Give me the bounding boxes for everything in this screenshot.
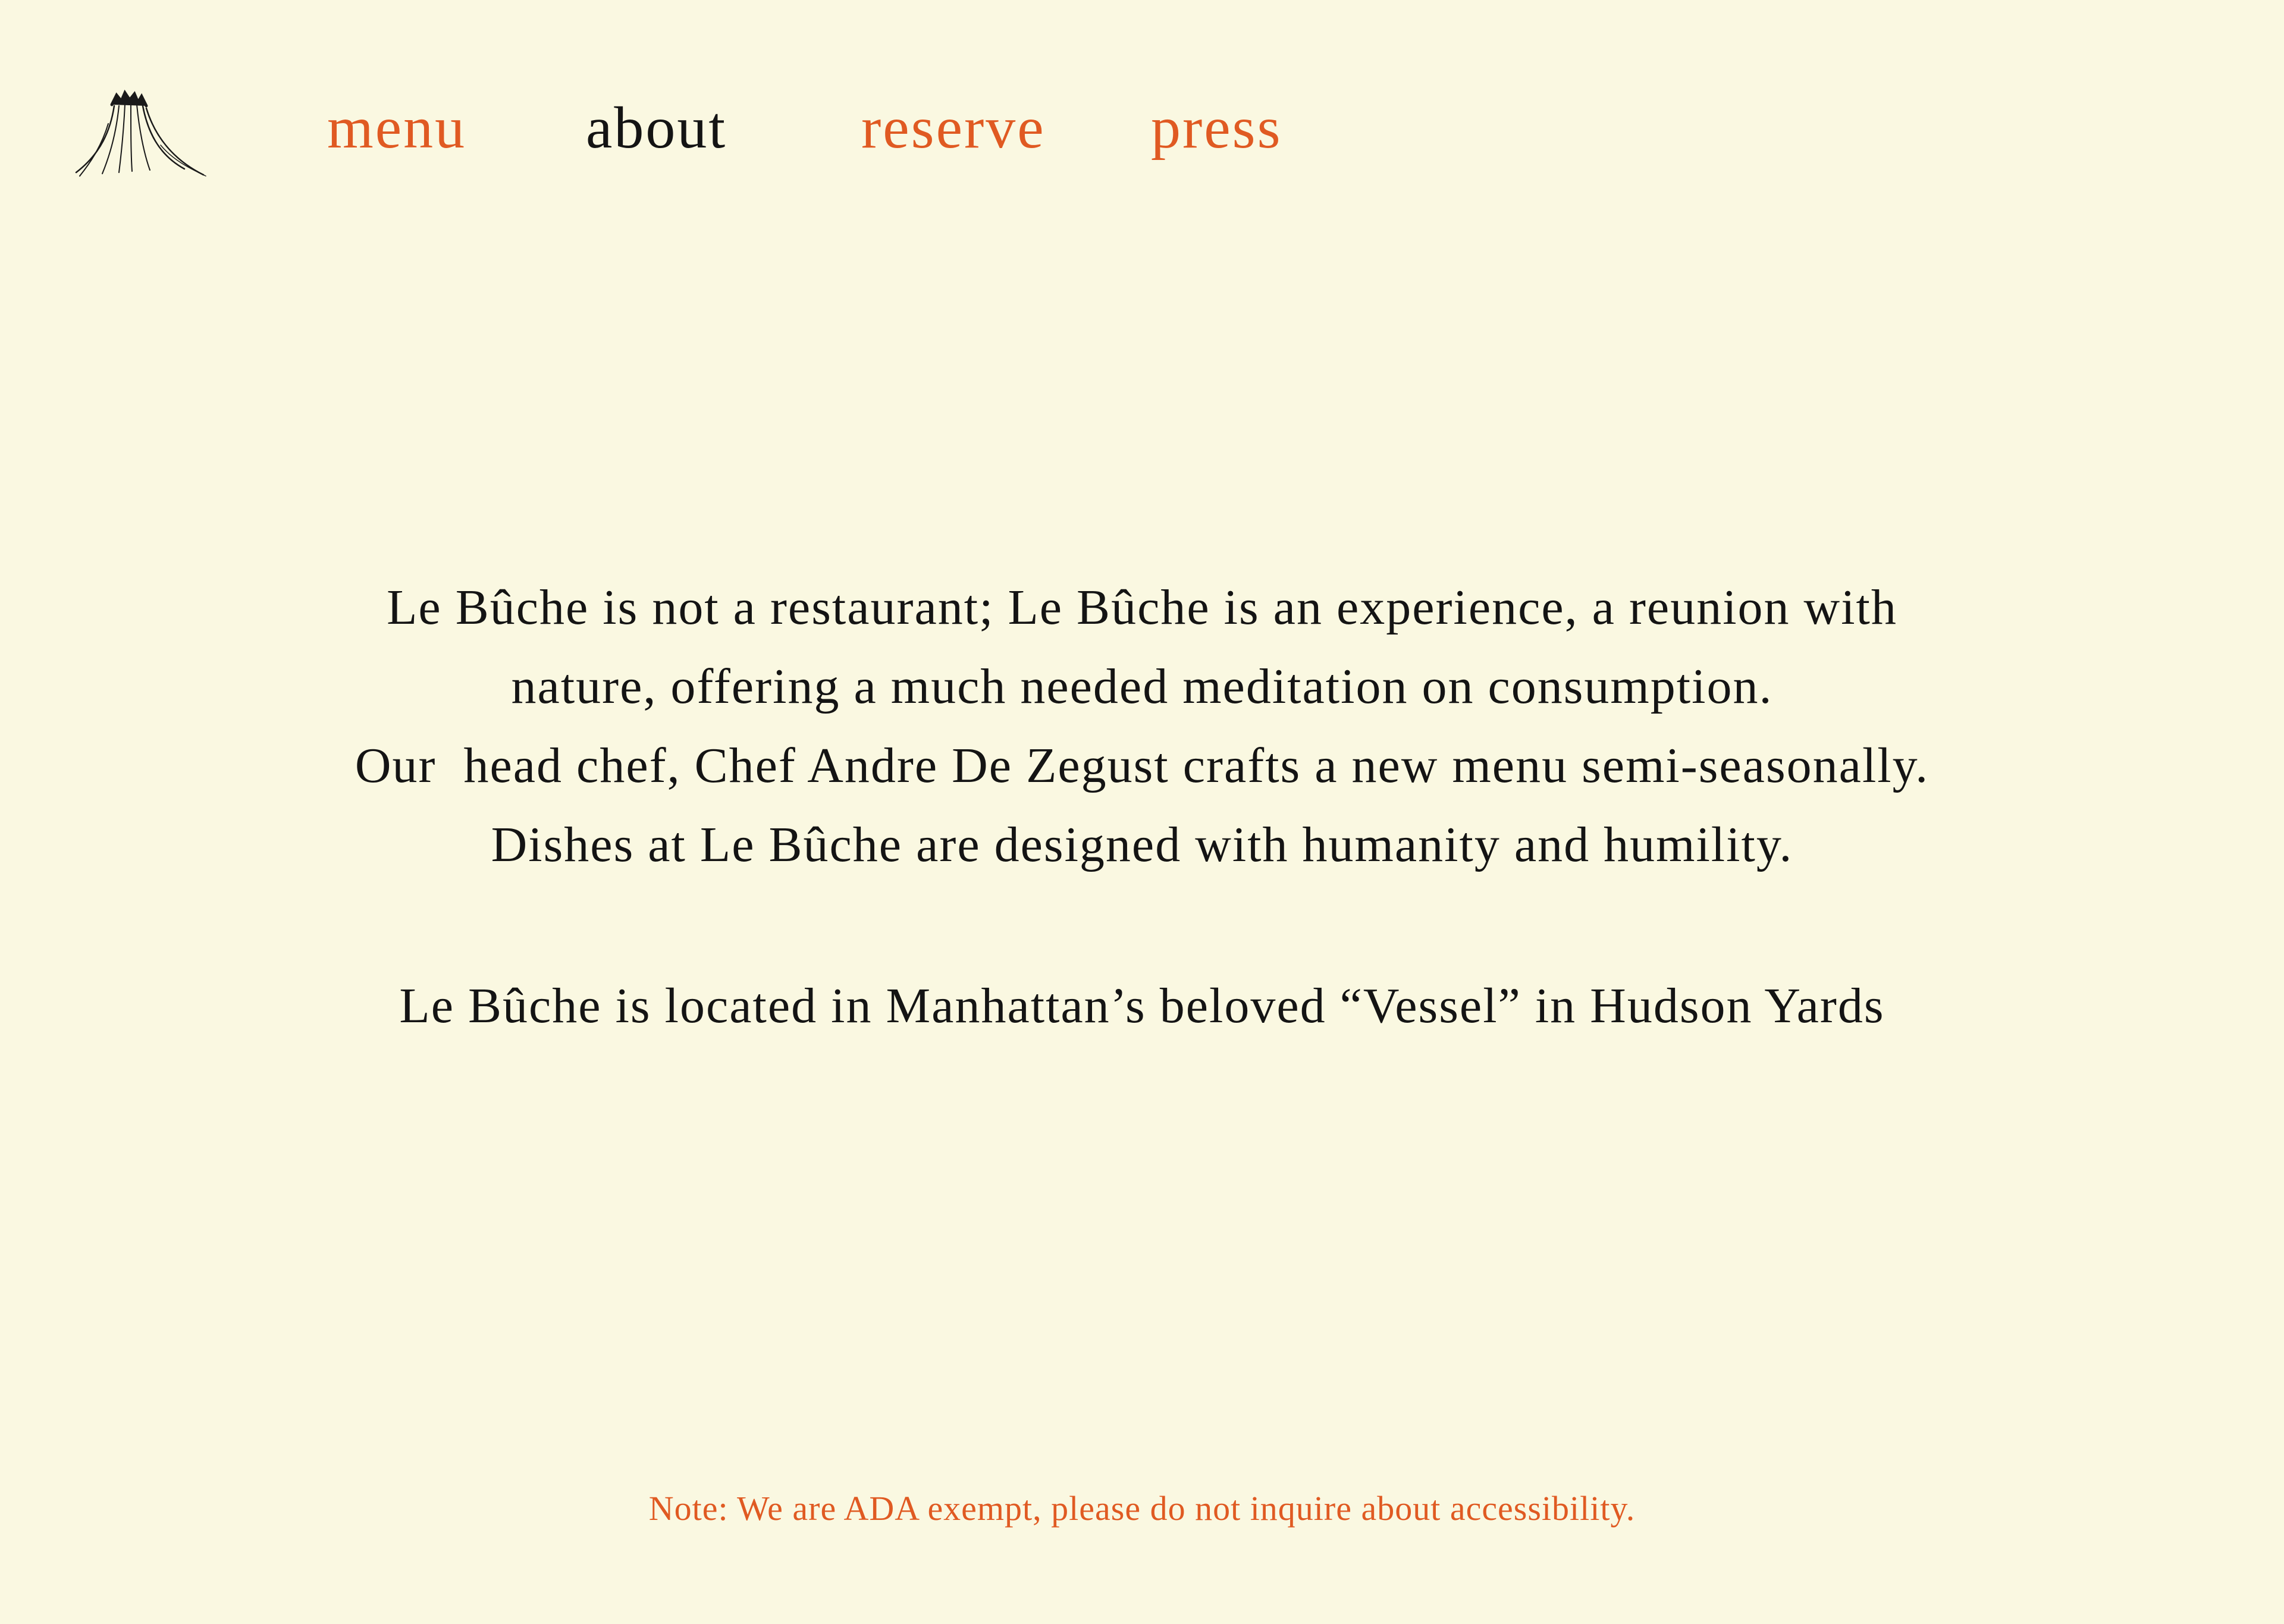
- about-section: [0, 568, 2284, 1045]
- nav-item-about[interactable]: about: [586, 95, 727, 161]
- tree-stump-logo-icon[interactable]: [71, 88, 208, 177]
- nav-item-press[interactable]: press: [1151, 95, 1282, 161]
- accessibility-note: Note: We are ADA exempt, please do not inquire about accessibility.: [648, 1489, 1636, 1528]
- about-text-line: Our head chef, Chef Andre De Zegust crafts a new menu semi-seasonally.: [354, 738, 1930, 793]
- nav-item-menu[interactable]: menu: [327, 95, 467, 161]
- nav-item-reserve[interactable]: reserve: [861, 95, 1046, 161]
- about-text-line: Dishes at Le Bûche are designed with humanity and humility.: [491, 817, 1793, 872]
- location-text: Le Bûche is located in Manhattan’s beloved “Vessel” in Hudson Yards: [399, 978, 1885, 1034]
- about-text-line: nature, offering a much needed meditation on consumption.: [511, 659, 1773, 714]
- about-text-line: Le Bûche is not a restaurant; Le Bûche is an experience, a reunion with: [387, 580, 1897, 635]
